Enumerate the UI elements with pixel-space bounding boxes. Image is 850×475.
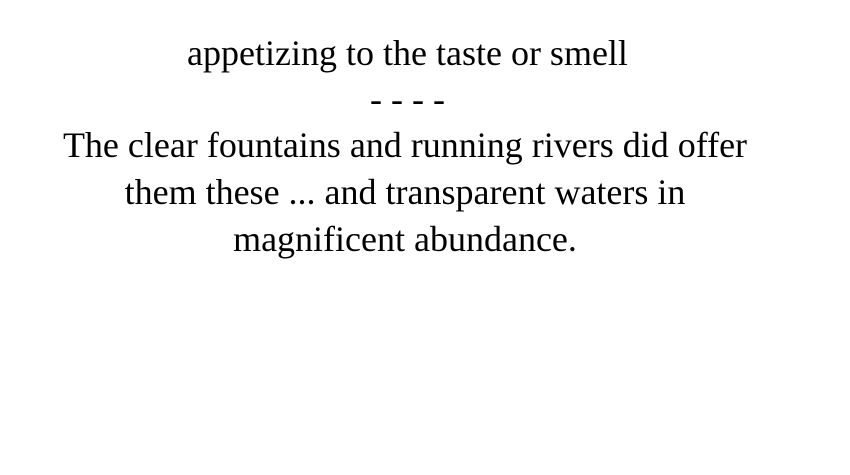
separator: - - - - (370, 79, 445, 119)
definition-text: appetizing to the taste or smell (187, 33, 628, 73)
example-sentence: The clear fountains and running rivers did offer them these ... and transparent waters in magnificent abundance. (62, 125, 748, 259)
